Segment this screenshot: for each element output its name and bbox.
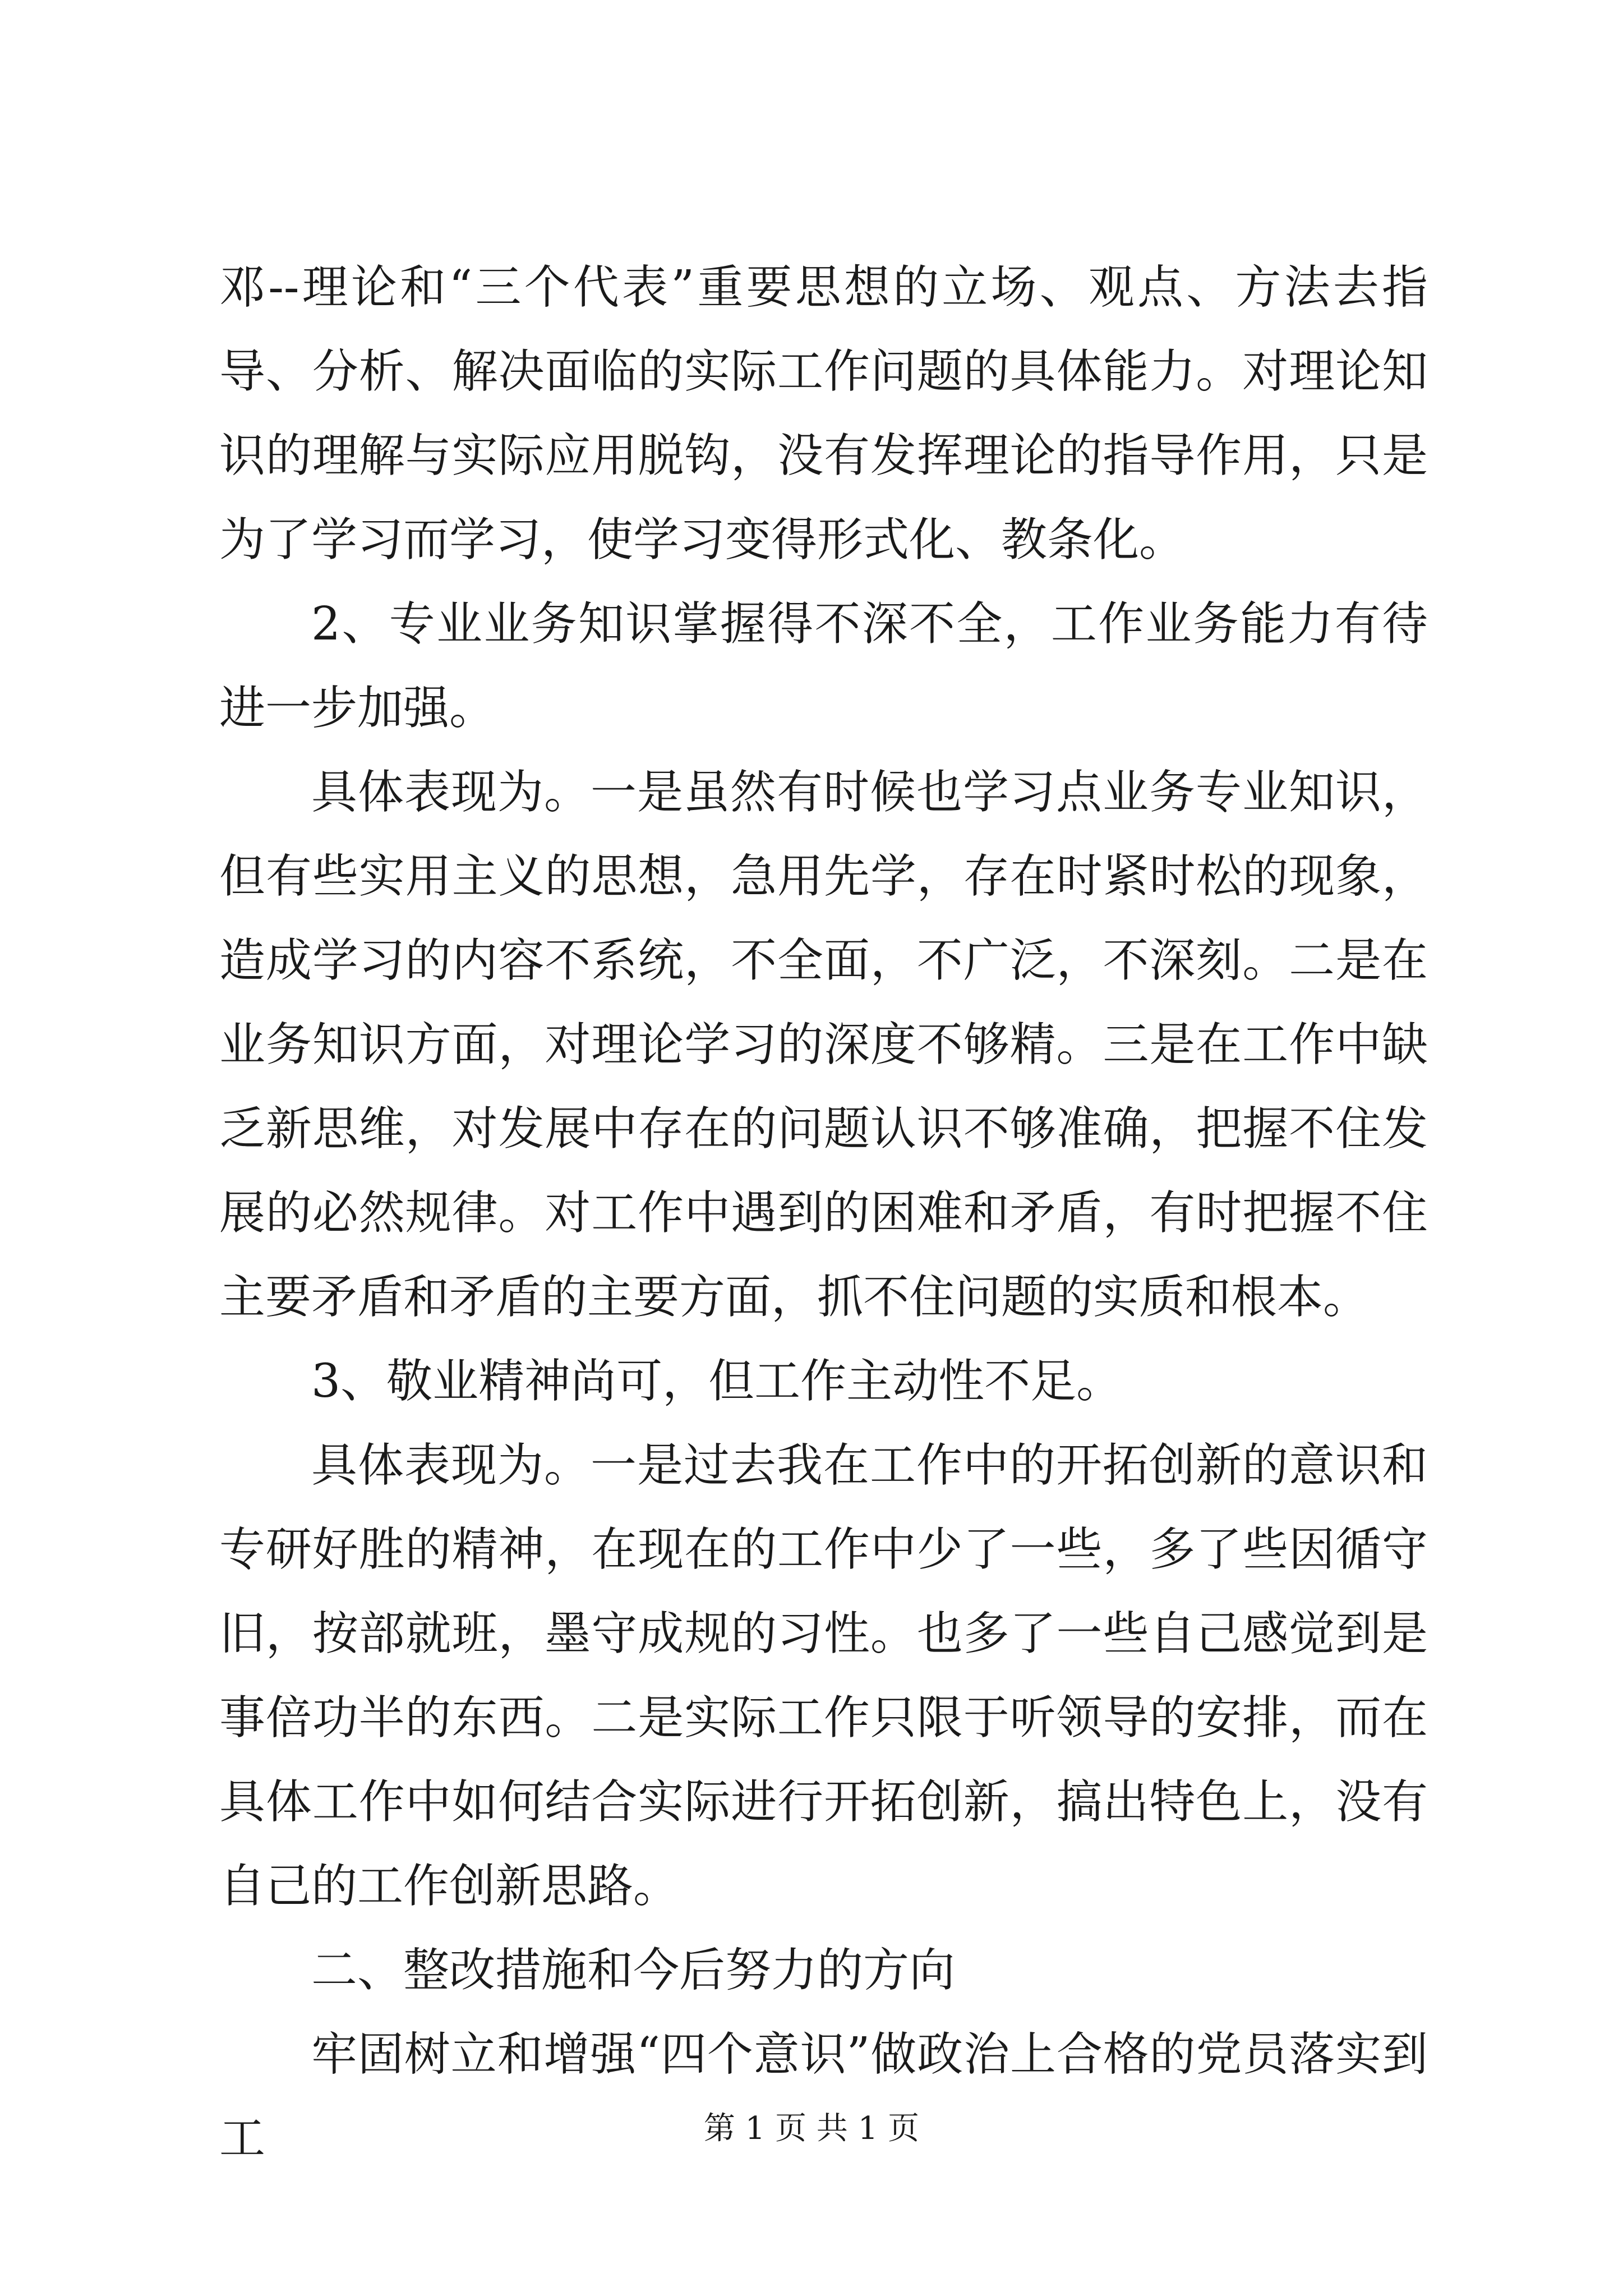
paragraph-3: 具体表现为。一是虽然有时候也学习点业务专业知识，但有些实用主义的思想，急用先学，存在时紧时松的现象，造成学习的内容不系统，不全面，不广泛，不深刻。二是在业务知识方面，对理论学习的深度不够精。三是在工作中缺乏新思维，对发展中存在的问题认识不够准确，把握不住发展的必然规律。对工作中遇到的困难和矛盾，有时把握不住主要矛盾和矛盾的主要方面，抓不住问题的实质和根本。 xyxy=(219,766,1428,1324)
page-footer: 第 1 页 共 1 页 xyxy=(703,2110,920,2147)
section-heading: 二、整改措施和今后努力的方向 xyxy=(311,1944,956,1997)
paragraph-5: 具体表现为。一是过去我在工作中的开拓创新的意识和专研好胜的精神，在现在的工作中少了一些，多了些因循守旧，按部就班，墨守成规的习性。也多了一些自己感觉到是事倍功半的东西。二是实际工作只限于听领导的安排，而在具体工作中如何结合实际进行开拓创新，搞出特色上，没有自己的工作创新思路。 xyxy=(219,1439,1428,1913)
paragraph-4: 3、敬业精神尚可，但工作主动性不足。 xyxy=(311,1355,1123,1408)
paragraph-2: 2、专业业务知识掌握得不深不全，工作业务能力有待进一步加强。 xyxy=(219,597,1428,735)
paragraph-1: 邓--理论和“三个代表”重要思想的立场、观点、方法去指导、分析、解决面临的实际工作问题的具体能力。对理论知识的理解与实际应用脱钩，没有发挥理论的指导作用，只是为了学习而学习，使学习变得形式化、教条化。 xyxy=(219,261,1428,567)
paragraph-7: 牢固树立和增强“四个意识”做政治上合格的党员落实到工 xyxy=(219,2028,1428,2165)
document-body xyxy=(219,246,1428,2181)
